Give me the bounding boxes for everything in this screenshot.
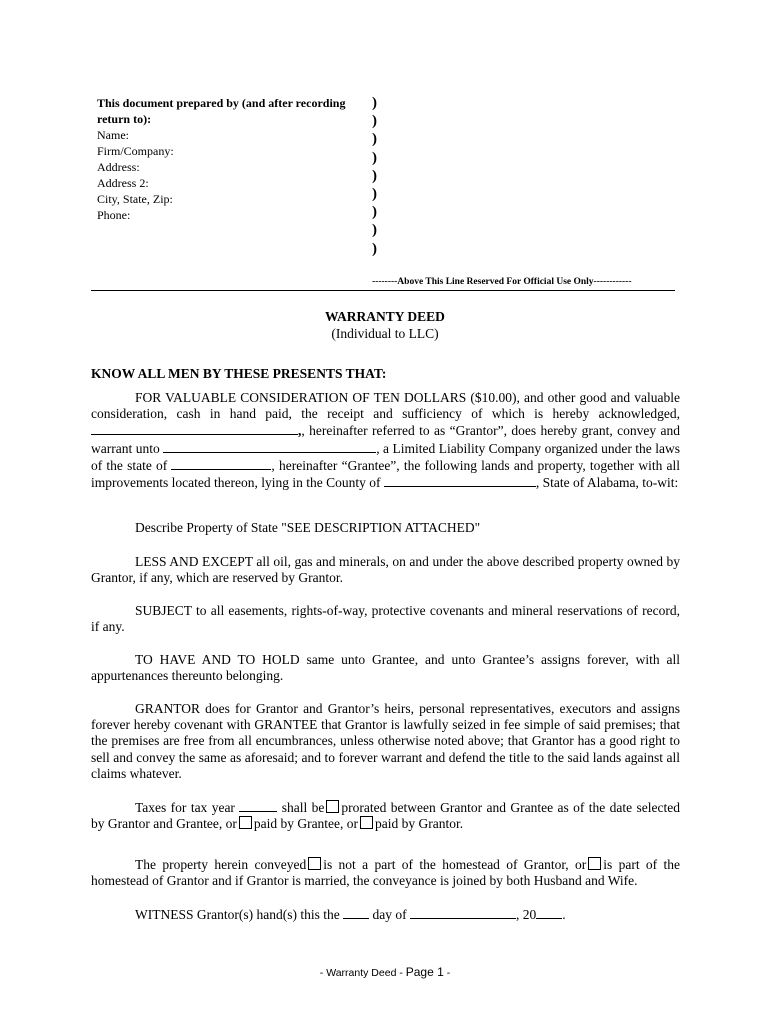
witness-month-blank[interactable] xyxy=(410,906,516,919)
homestead-text-a: The property herein conveyed xyxy=(135,857,307,872)
footer-dash: - xyxy=(446,967,451,979)
taxes-paragraph xyxy=(91,799,680,832)
prorated-checkbox[interactable] xyxy=(326,800,339,813)
witness-text-d: . xyxy=(562,907,566,922)
taxes-text-a: Taxes for tax year xyxy=(135,800,235,815)
grantor-name-blank[interactable] xyxy=(91,422,298,435)
homestead-paragraph xyxy=(91,857,680,889)
county-blank[interactable] xyxy=(384,474,536,487)
field-city-state-zip-label: City, State, Zip: xyxy=(97,192,173,206)
taxes-text-b: shall be xyxy=(281,800,325,815)
page-footer xyxy=(0,965,770,979)
field-address2-label: Address 2: xyxy=(97,176,149,190)
not-homestead-checkbox[interactable] xyxy=(308,857,321,870)
taxes-text-c: prorated between Grantor and Grantee as of the date selected by Grantor and Grantee, or xyxy=(91,800,681,832)
describe-property-text: Describe Property of State "SEE DESCRIPTION ATTACHED" xyxy=(135,520,481,535)
witness-text-a: WITNESS Grantor(s) hand(s) this the xyxy=(135,907,340,922)
taxes-text-d: paid by Grantee, or xyxy=(253,816,359,832)
recording-divider xyxy=(91,290,675,291)
field-phone-label: Phone: xyxy=(97,208,131,222)
consideration-text-e: , State of Alabama, to-wit: xyxy=(535,475,679,491)
homestead-text-c: is part of the homestead of Grantor and if Grantor is married, the conveyance is joined by both Husband and Wife. xyxy=(91,857,681,889)
witness-text-b: day of xyxy=(372,907,407,922)
to-have-and-hold-text: TO HAVE AND TO HOLD same unto Grantee, and unto Grantee’s assigns forever, with all appurtenances thereunto belonging. xyxy=(91,652,680,684)
footer-label: - Warranty Deed - xyxy=(319,967,403,979)
grantor-covenant-text: GRANTOR does for Grantor and Grantor’s heirs, personal representatives, executors and assigns forever hereby covenant with GRANTEE that Grantor is lawfully seized in fee simple of said premises; that the premises are free from all encumbrances, unless otherwise noted above; that Grantor has a good right to sell and convey the same as aforesaid; and to forever warrant and defend the title to the said lands against all claims whatever. xyxy=(91,701,680,781)
consideration-text-a: FOR VALUABLE CONSIDERATION OF TEN DOLLARS ($10.00), and other good and valuable consideration, cash in hand paid, the receipt and sufficiency of which is hereby acknowledged, xyxy=(91,390,680,422)
subject-to-paragraph xyxy=(91,603,680,635)
describe-property-paragraph xyxy=(91,520,680,536)
know-all-men-heading: KNOW ALL MEN BY THESE PRESENTS THAT: xyxy=(91,366,387,381)
subject-to-text: SUBJECT to all easements, rights-of-way, protective covenants and mineral reservations of record, if any. xyxy=(91,603,680,635)
document-subtitle: (Individual to LLC) xyxy=(331,326,439,341)
homestead-text-b: is not a part of the homestead of Grantor, or xyxy=(323,857,587,872)
witness-day-blank[interactable] xyxy=(343,906,369,919)
document-title: WARRANTY DEED xyxy=(325,309,445,324)
field-firm-label: Firm/Company: xyxy=(97,144,174,158)
bracket-column: ) ) ) ) ) ) ) ) ) xyxy=(372,95,377,257)
paid-by-grantee-checkbox[interactable] xyxy=(239,816,252,829)
witness-text-c: , 20 xyxy=(515,907,537,922)
grantee-state-blank[interactable] xyxy=(171,457,271,470)
prepared-by-block xyxy=(97,95,345,223)
consideration-text-b: , hereinafter referred to as “Grantor”, does hereby grant, convey and warrant unto xyxy=(91,423,680,456)
consideration-text-d: , hereinafter “Grantee”, the following lands and property, together with all improvements located thereon, lying in the County of xyxy=(91,457,680,491)
less-and-except-paragraph xyxy=(91,554,680,586)
to-have-and-hold-paragraph xyxy=(91,652,680,684)
witness-paragraph xyxy=(91,906,680,923)
is-homestead-checkbox[interactable] xyxy=(588,857,601,870)
prepared-by-heading-cont: return to): xyxy=(97,112,152,126)
field-name-label: Name: xyxy=(97,128,129,142)
consideration-paragraph: FOR VALUABLE CONSIDERATION OF TEN DOLLARS ($10.00), and other good and valuable consideration, cash in hand paid, the receipt and sufficiency of which is hereby acknowledged, ,, hereinafter referred to as “Grantor”, does hereby grant, convey and warrant unto , a Limited Liability Company organized under the laws of the state of , hereinafter “Grantee”, the following lands and property, together with all improvements located thereon, lying in the County of , State of Alabama, to-wit: xyxy=(91,390,681,491)
prepared-by-heading: This document prepared by (and after recording xyxy=(97,96,346,110)
witness-year-blank[interactable] xyxy=(536,906,562,919)
field-address-label: Address: xyxy=(97,160,140,174)
consideration-text-c: , a Limited Liability Company organized under the laws of the state of xyxy=(91,440,681,473)
taxes-text-e: paid by Grantor. xyxy=(375,816,464,832)
tax-year-blank[interactable] xyxy=(239,799,277,812)
less-and-except-text: LESS AND EXCEPT all oil, gas and minerals, on and under the above described property owned by Grantor, if any, which are reserved by Grantor. xyxy=(91,554,680,586)
grantor-covenant-paragraph xyxy=(91,701,680,782)
grantee-name-blank[interactable] xyxy=(163,440,376,453)
footer-page-number: Page 1 xyxy=(405,965,444,979)
paid-by-grantor-checkbox[interactable] xyxy=(360,816,373,829)
official-use-line: --------Above This Line Reserved For Official Use Only------------ xyxy=(372,277,632,287)
